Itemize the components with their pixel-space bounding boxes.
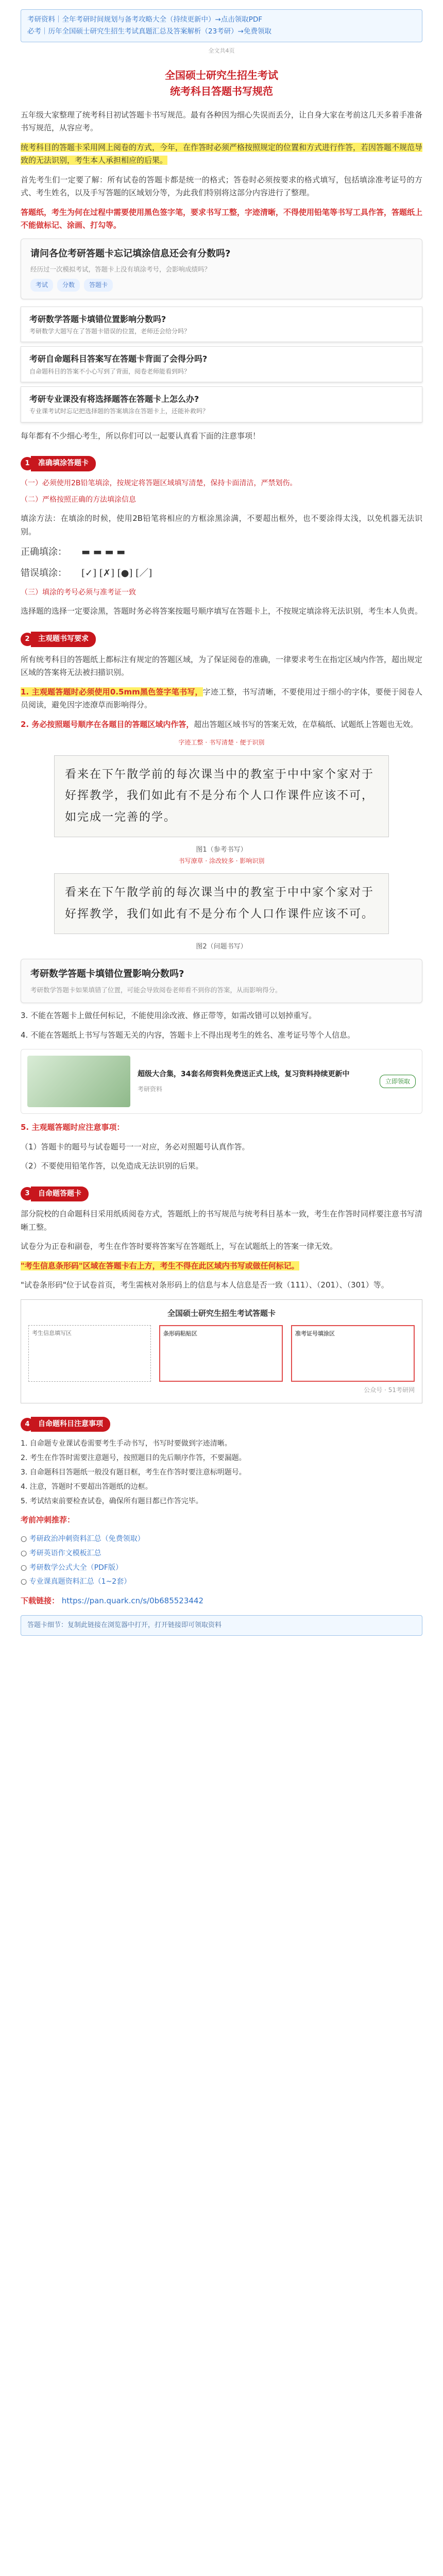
- related-question-sub: 专业课考试时忘记把选择题的答案填涂在答题卡上，还能补救吗？: [29, 408, 209, 415]
- related-title: 考前冲刺推荐：: [21, 1515, 75, 1525]
- sheet-box-id: 准考证号填涂区: [291, 1325, 415, 1382]
- handwriting-sample-1: 看来在下午散学前的每次课当中的教室于中中家个家对于好挥教学，我们如此有不是分布个人口作课件应该不可，如完成一完善的学。: [65, 768, 374, 824]
- point1-rest: 字迹工整，书写清晰，不要使用过于细小的字体，要便于阅卷人员阅读，避免因字迹潦草而影响得分。: [21, 687, 422, 710]
- list-item: 5. 考试结束前要检查试卷，确保所有题目都已作答完毕。: [21, 1497, 203, 1505]
- download-row: [21, 1595, 422, 1608]
- section-label: 自命题科目注意事项: [31, 1417, 110, 1432]
- section3-highlight-text: "考生信息条形码"区域在答题卡右上方，考生不得在此区域内书写或做任何标记。: [21, 1261, 299, 1270]
- figure2-caption: 图2（问题书写）: [196, 943, 247, 951]
- resource-title: 超级大合集，34套名师资料免费送正式上线，复习资料持续更新中: [138, 1070, 350, 1078]
- section-heading-3: [21, 1187, 422, 1202]
- related-link-item[interactable]: ○ 考研政治冲刺资料汇总（免费领取）: [21, 1534, 145, 1543]
- intro-highlight: 统考科目的答题卡采用网上阅卷的方式，今年，在作答时必须严格按照规定的位置和方式进行作答，若因答题不规范导致的无法识别，考生本人承担相应的后果。: [21, 142, 423, 165]
- resource-link-card[interactable]: [21, 1049, 422, 1114]
- sheet-box-barcode: 条形码粘贴区: [159, 1325, 283, 1382]
- handwriting-sample-2: 看来在下午散学前的每次课当中的教室于中中家个家对于好挥教学，我们如此有不是分布个人口作课件应该不可。: [65, 886, 374, 921]
- intro-paragraph-3: 首先考生们一定要了解：所有试卷的答题卡都是统一的格式；答卷时必须按要求的格式填写，包括填涂准考证号的方式、考生姓名，以及手写答题的区域划分等，为此我们特别将这部分内容进行了整理。: [21, 175, 422, 198]
- section1-body-2: 选择题的选择一定要涂黑，答题时务必将答案按题号顺序填写在答题卡上，不按规定填涂将无法识别，考生本人负责。: [21, 606, 423, 616]
- sheet-box-info: 考生信息填写区: [28, 1325, 151, 1382]
- section3-body-1: 部分院校的自命题科目采用纸质阅卷方式，答题纸上的书写规范与统考科目基本一致，考生在作答时同样要注意书写清晰工整。: [21, 1209, 423, 1232]
- wrong-fill-label: 错误填涂：: [21, 568, 67, 579]
- correct-fill-sample: ▬ ▬ ▬ ▬: [81, 547, 126, 558]
- top-notice-box: [21, 9, 422, 42]
- resource-meta: 考研资料: [138, 1085, 163, 1093]
- related-link-item[interactable]: ○ 考研数学公式大全（PDF版）: [21, 1563, 123, 1572]
- pre-section-text: 每年都有不少细心考生，所以你们可以一起要认真看下面的注意事项！: [21, 431, 261, 440]
- mid-qa-sub: 考研数学答题卡如果填错了位置，可能会导致阅卷老师看不到你的答案，从而影响得分。: [30, 986, 282, 994]
- chip-tag[interactable]: 分数: [57, 279, 80, 291]
- list-item: 4. 注意，答题时不要超出答题纸的边框。: [21, 1482, 152, 1491]
- section-label: 准确填涂答题卡: [31, 456, 96, 471]
- section1-sub-3: （三）填涂的考号必须与准考证一致: [21, 588, 136, 597]
- handwriting-figure-1: [54, 755, 389, 837]
- tail-point-5-1: （1）答题卡的题号与试卷题号一一对应，务必对照题号认真作答。: [21, 1142, 250, 1151]
- related-question-title: 考研数学答题卡填错位置影响分数吗?: [29, 314, 166, 324]
- section-number: 2: [21, 633, 34, 646]
- section1-sub-2: （二）严格按照正确的方法填涂信息: [21, 495, 136, 504]
- related-question-sub: 考研数学大题写在了答题卡错误的位置，老师还会给分吗？: [29, 327, 191, 335]
- list-item: 1. 自命题专业课试卷需要考生手动书写，书写时要做到字迹清晰。: [21, 1439, 232, 1448]
- qa-card[interactable]: [21, 239, 422, 299]
- point2-rest: 超出答题区域书写的答案无效，在草稿纸、试题纸上答题也无效。: [194, 719, 418, 729]
- answer-sheet-title: 全国硕士研究生招生考试答题卡: [167, 1308, 276, 1318]
- qa-question: 请问各位考研答题卡忘记填涂信息还会有分数吗?: [30, 248, 231, 259]
- intro-red-text: 答题纸，考生为何在过程中需要使用黑色签字笔，要求书写工整，字迹清晰，不得使用铅笔等书写工具作答，答题纸上不能做标记、涂画、打勾等。: [21, 207, 423, 230]
- intro-paragraph-1: 五年级大家整理了统考科目初试答题卡书写规范。最有各种因为细心失误而丢分，让自身大家在考前这几天多着手准备书写规范，从容应考。: [21, 110, 423, 133]
- mid-qa-question: 考研数学答题卡填错位置影响分数吗?: [30, 969, 184, 980]
- related-links: [21, 1533, 422, 1588]
- related-question-card[interactable]: [21, 386, 422, 422]
- mid-qa-card[interactable]: [21, 959, 422, 1003]
- section4-list: [21, 1438, 422, 1507]
- article-title: [21, 67, 422, 99]
- answer-sheet-grid: [28, 1325, 415, 1382]
- section3-highlight: [21, 1260, 422, 1273]
- related-link[interactable]: 考研英语作文模板汇总: [29, 1549, 101, 1557]
- answer-sheet-image: [21, 1299, 422, 1403]
- section-heading-4: [21, 1417, 422, 1432]
- section-number: 1: [21, 457, 34, 470]
- related-link[interactable]: 专业课真题资料汇总（1~2套）: [29, 1578, 131, 1586]
- intro-paragraph-2: [21, 141, 422, 167]
- wrong-fill-row: [21, 566, 422, 582]
- tail-point-5-2: （2）不要使用铅笔作答，以免造成无法识别的后果。: [21, 1161, 203, 1171]
- list-item: 3. 自命题科目答题纸一般没有题目框，考生在作答时要注意标明题号。: [21, 1468, 246, 1477]
- section2-point-1: [21, 686, 422, 712]
- related-question-sub: 自命题科目的答案不小心写到了背面，阅卷老师能看到吗？: [29, 367, 191, 375]
- after-card-point-4: 4. 不能在答题纸上书写与答题无关的内容，答题卡上不得出现考生的姓名、准考证号等个人信息。: [21, 1030, 355, 1040]
- handwriting-figure-2: [54, 873, 389, 934]
- section3-body-3: "试卷条形码"位于试卷首页，考生需核对条形码上的信息与本人信息是否一致（111）、（201）、（301）等。: [21, 1280, 389, 1290]
- point2-head: 2. 务必按照题号顺序在各题目的答题区域内作答，: [21, 719, 194, 729]
- after-card-point-3: 3. 不能在答题卡上做任何标记，不能使用涂改液、修正带等，如需改错可以划掉重写。: [21, 1011, 317, 1020]
- correct-fill-label: 正确填涂：: [21, 547, 67, 558]
- section-label: 自命题答题卡: [31, 1187, 89, 1202]
- resource-thumbnail: [27, 1056, 130, 1107]
- section3-body-2: 试卷分为正卷和副卷，考生在作答时要将答案写在答题纸上，写在试题纸上的答案一律无效。: [21, 1242, 338, 1251]
- related-question-card[interactable]: [21, 346, 422, 382]
- section1-sub-1: （一）必须使用2B铅笔填涂，按规定将答题区域填写清楚，保持卡面清洁，严禁划伤。: [21, 479, 297, 487]
- resource-go-button[interactable]: 立即领取: [380, 1075, 416, 1088]
- section-heading-2: [21, 632, 422, 647]
- section2-body: 所有统考科目的答题纸上都标注有规定的答题区域，为了保证阅卷的准确，一律要求考生在指定区域内作答，超出规定区域的答案将无法被扫描识别。: [21, 654, 423, 677]
- section-label: 主观题书写要求: [31, 632, 96, 647]
- section-heading-1: [21, 456, 422, 471]
- related-question-title: 考研专业课没有将选择题答在答题卡上怎么办?: [29, 394, 199, 404]
- tail-point-5: 5. 主观题答题时应注意事项：: [21, 1123, 125, 1132]
- related-link[interactable]: 考研数学公式大全（PDF版）: [29, 1563, 123, 1572]
- chip-tag[interactable]: 答题卡: [84, 279, 113, 291]
- section-number: 3: [21, 1187, 34, 1200]
- section1-body: 填涂方法：在填涂的时候，使用2B铅笔将相应的方框涂黑涂满，不要超出框外，也不要涂得太浅，以免机器无法识别。: [21, 514, 422, 536]
- related-question-card[interactable]: [21, 307, 422, 343]
- qa-sub: 经历过一次模拟考试，答题卡上没有填涂考号，会影响成绩吗？: [30, 265, 211, 274]
- section-number: 4: [21, 1418, 34, 1431]
- intro-paragraph-4: [21, 206, 422, 232]
- read-tip: 全文共4页: [208, 47, 235, 54]
- sheet-watermark: 公众号 · 51考研网: [364, 1386, 415, 1394]
- download-label: 下载链接：: [21, 1596, 60, 1606]
- figure1-note: 字迹工整 · 书写清楚 · 便于识别: [178, 739, 265, 747]
- related-question-title: 考研自命题科目答案写在答题卡背面了会得分吗?: [29, 354, 208, 364]
- wrong-fill-sample: [✓] [✗] [●] [／]: [81, 568, 152, 579]
- qa-chips: [30, 279, 413, 291]
- list-item: 2. 考生在作答时需要注意题号，按照题目的先后顺序作答，不要漏题。: [21, 1454, 246, 1463]
- chip-tag[interactable]: 考试: [30, 279, 53, 291]
- figure2-note: 书写潦草 · 涂改较多 · 影响识别: [178, 857, 265, 865]
- related-question-stack: [21, 307, 422, 422]
- download-link[interactable]: https://pan.quark.cn/s/0b685523442: [61, 1596, 204, 1606]
- figure1-caption: 图1（参考书写）: [196, 845, 247, 854]
- point1-head: 1. 主观题答题时必须使用0.5mm黑色签字笔书写，: [21, 687, 203, 697]
- notice-link-1[interactable]: 考研资料｜全年考研时间规划与备考攻略大全（持续更新中）→点击领取PDF: [27, 15, 263, 24]
- fill-examples: [21, 545, 422, 581]
- resource-info: [138, 1069, 372, 1094]
- section2-point-2: [21, 718, 422, 732]
- footer-notice: 答题卡细节：复制此链接在浏览器中打开，打开链接即可领取资料: [21, 1615, 422, 1636]
- title-line-1: 全国硕士研究生招生考试: [165, 69, 278, 81]
- related-link-item[interactable]: ○ 考研英语作文模板汇总: [21, 1549, 101, 1557]
- related-link-item[interactable]: ○ 专业课真题资料汇总（1~2套）: [21, 1578, 131, 1586]
- related-link[interactable]: 考研政治冲刺资料汇总（免费领取）: [29, 1534, 145, 1543]
- notice-link-2[interactable]: 必考｜历年全国硕士研究生招生考试真题汇总及答案解析（23考研）→免费领取: [27, 27, 271, 36]
- correct-fill-row: [21, 545, 422, 561]
- title-line-2: 统考科目答题书写规范: [170, 84, 273, 97]
